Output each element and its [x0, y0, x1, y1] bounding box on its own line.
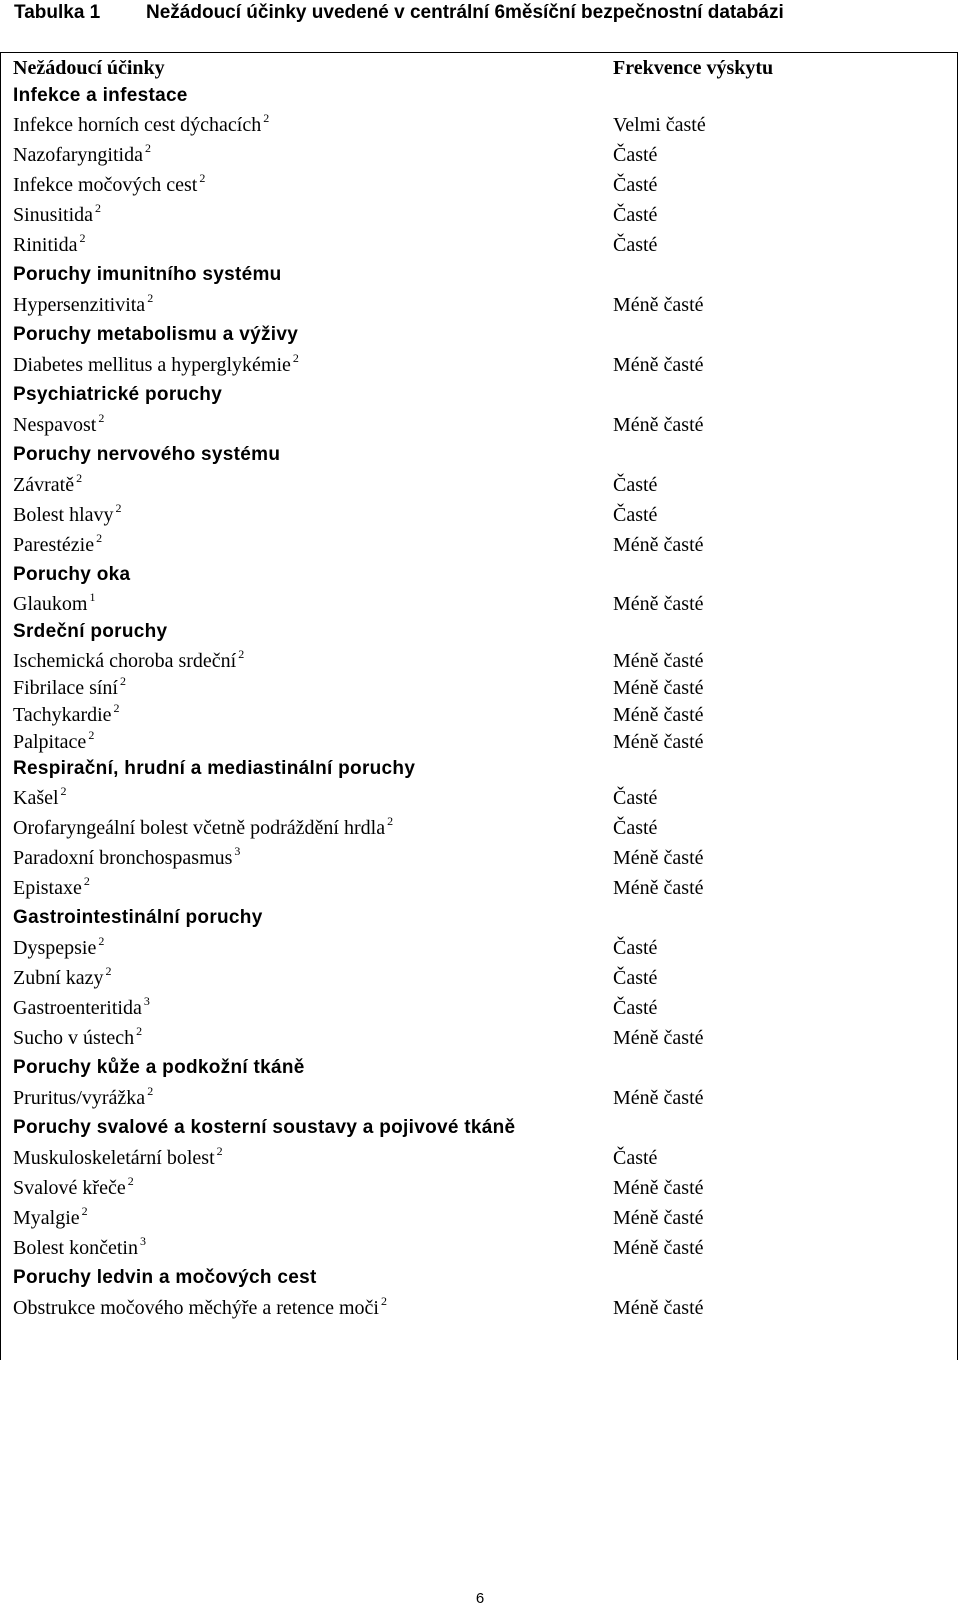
- frequency-value: Časté: [613, 967, 658, 989]
- frequency-value: Méně časté: [613, 877, 704, 899]
- cell-text: Paradoxní bronchospasmus: [13, 847, 233, 869]
- footnote-ref: 2: [144, 141, 151, 155]
- adverse-effect-name: [13, 1173, 134, 1203]
- adverse-effect-name: [13, 646, 244, 676]
- cell-text: Závratě: [13, 474, 75, 496]
- cell-text: Rinitida: [13, 234, 78, 256]
- footnote-ref: 3: [143, 994, 150, 1008]
- frequency-value: Méně časté: [613, 1297, 704, 1319]
- organ-class-row: [1, 903, 957, 933]
- organ-class-name: [13, 1113, 515, 1143]
- organ-class-name: [13, 440, 280, 470]
- header-adverse-effects: Nežádoucí účinky: [13, 57, 165, 79]
- table-row: [1, 1203, 957, 1233]
- table-row: [1, 350, 957, 380]
- cell-text: Hypersenzitivita: [13, 294, 146, 316]
- table-row: [1, 530, 957, 560]
- footnote-ref: 2: [238, 647, 245, 661]
- table-row: [1, 140, 957, 170]
- adverse-effect-name: [13, 410, 104, 440]
- footnote-ref: 2: [88, 728, 95, 742]
- table-row: [1, 1173, 957, 1203]
- frequency-value: Méně časté: [613, 354, 704, 376]
- table-row: [1, 290, 957, 320]
- frequency-value: Méně časté: [613, 650, 704, 672]
- table-row: [1, 470, 957, 500]
- cell-text: Glaukom: [13, 593, 88, 615]
- cell-text: Dyspepsie: [13, 937, 97, 959]
- adverse-effect-name: [13, 1203, 88, 1233]
- adverse-effect-name: [13, 470, 82, 500]
- footnote-ref: 2: [95, 201, 102, 215]
- adverse-effect-name: [13, 589, 95, 619]
- cell-text: Kašel: [13, 787, 59, 809]
- frequency-value: Méně časté: [613, 1087, 704, 1109]
- table-row: [1, 589, 957, 619]
- adverse-effect-name: [13, 1293, 387, 1323]
- adverse-effect-name: [13, 843, 240, 873]
- adverse-effect-name: [13, 110, 269, 140]
- cell-text: Nazofaryngitida: [13, 144, 143, 166]
- cell-text: Palpitace: [13, 731, 87, 753]
- table-row: [1, 170, 957, 200]
- footnote-ref: 2: [76, 471, 83, 485]
- footnote-ref: 2: [119, 674, 126, 688]
- table-caption: [14, 0, 784, 26]
- cell-text: Diabetes mellitus a hyperglykémie: [13, 354, 291, 376]
- table-row: [1, 230, 957, 260]
- frequency-value: Méně časté: [613, 1027, 704, 1049]
- cell-text: Poruchy svalové a kosterní soustavy a pojivové tkáně: [13, 1117, 516, 1138]
- adverse-effect-name: [13, 230, 85, 260]
- table-row: [1, 500, 957, 530]
- footnote-ref: 3: [139, 1234, 146, 1248]
- adverse-effect-name: [13, 530, 102, 560]
- table-row: [1, 646, 957, 676]
- frequency-value: Méně časté: [613, 677, 704, 699]
- adverse-effect-name: [13, 873, 90, 903]
- organ-class-row: [1, 260, 957, 290]
- footnote-ref: 2: [387, 814, 394, 828]
- table-row: [1, 727, 957, 757]
- adverse-effect-name: [13, 290, 153, 320]
- organ-class-row: [1, 1263, 957, 1293]
- organ-class-row: [1, 560, 957, 590]
- cell-text: Bolest hlavy: [13, 504, 114, 526]
- cell-text: Parestézie: [13, 534, 95, 556]
- cell-text: Poruchy imunitního systému: [13, 264, 282, 285]
- footnote-ref: 2: [127, 1174, 134, 1188]
- table-row: [1, 1143, 957, 1173]
- footnote-ref: 2: [216, 1144, 223, 1158]
- frequency-value: Časté: [613, 787, 658, 809]
- cell-text: Poruchy metabolismu a výživy: [13, 324, 299, 345]
- footnote-ref: 2: [147, 291, 154, 305]
- organ-class-row: [1, 617, 957, 647]
- cell-text: Svalové křeče: [13, 1177, 126, 1199]
- cell-text: Nespavost: [13, 414, 97, 436]
- frequency-value: Méně časté: [613, 847, 704, 869]
- table-title: Nežádoucí účinky uvedené v centrální 6měsíční bezpečnostní databázi: [146, 2, 784, 23]
- cell-text: Srdeční poruchy: [13, 621, 168, 642]
- table-row: [1, 700, 957, 730]
- cell-text: Poruchy kůže a podkožní tkáně: [13, 1057, 305, 1078]
- organ-class-name: [13, 560, 130, 590]
- adverse-effect-name: [13, 813, 393, 843]
- adverse-effect-name: [13, 200, 101, 230]
- adverse-effect-name: [13, 963, 112, 993]
- organ-class-row: [1, 1113, 957, 1143]
- cell-text: Poruchy oka: [13, 564, 131, 585]
- frequency-value: Méně časté: [613, 534, 704, 556]
- cell-text: Orofaryngeální bolest včetně podráždění hrdla: [13, 817, 386, 839]
- cell-text: Tachykardie: [13, 704, 112, 726]
- organ-class-name: [13, 754, 415, 784]
- footnote-ref: 2: [380, 1294, 387, 1308]
- header-frequency: Frekvence výskytu: [613, 57, 774, 79]
- adverse-effect-name: [13, 993, 150, 1023]
- table-row: [1, 843, 957, 873]
- adverse-effect-name: [13, 673, 126, 703]
- adverse-effects-table: [0, 52, 958, 1360]
- cell-text: Myalgie: [13, 1207, 80, 1229]
- table-row: [1, 410, 957, 440]
- cell-text: Poruchy ledvin a močových cest: [13, 1267, 317, 1288]
- table-row: [1, 1293, 957, 1323]
- frequency-value: Méně časté: [613, 414, 704, 436]
- table-row: [1, 933, 957, 963]
- frequency-value: Časté: [613, 474, 658, 496]
- organ-class-name: [13, 320, 298, 350]
- table-row: [1, 200, 957, 230]
- adverse-effect-name: [13, 170, 205, 200]
- adverse-effect-name: [13, 1143, 223, 1173]
- frequency-value: Časté: [613, 174, 658, 196]
- frequency-value: Časté: [613, 504, 658, 526]
- cell-text: Pruritus/vyrážka: [13, 1087, 146, 1109]
- frequency-value: Časté: [613, 144, 658, 166]
- frequency-value: Časté: [613, 1147, 658, 1169]
- cell-text: Psychiatrické poruchy: [13, 384, 223, 405]
- footnote-ref: 2: [115, 501, 122, 515]
- table-row: [1, 110, 957, 140]
- cell-text: Infekce a infestace: [13, 85, 188, 106]
- adverse-effect-name: [13, 1083, 153, 1113]
- cell-text: Ischemická choroba srdeční: [13, 650, 237, 672]
- organ-class-name: [13, 260, 282, 290]
- table-row: [1, 783, 957, 813]
- footnote-ref: 1: [89, 590, 96, 604]
- footnote-ref: 2: [81, 1204, 88, 1218]
- page-number: 6: [475, 1590, 485, 1607]
- frequency-value: Časté: [613, 937, 658, 959]
- frequency-value: Méně časté: [613, 1177, 704, 1199]
- organ-class-row: [1, 440, 957, 470]
- footnote-ref: 2: [96, 531, 103, 545]
- frequency-value: Méně časté: [613, 704, 704, 726]
- table-row: [1, 963, 957, 993]
- frequency-value: Časté: [613, 234, 658, 256]
- footnote-ref: 2: [136, 1024, 143, 1038]
- adverse-effect-name: [13, 1233, 146, 1263]
- cell-text: Poruchy nervového systému: [13, 444, 281, 465]
- cell-text: Infekce horních cest dýchacích: [13, 114, 262, 136]
- footnote-ref: 2: [113, 701, 120, 715]
- cell-text: Gastroenteritida: [13, 997, 142, 1019]
- organ-class-name: [13, 617, 167, 647]
- adverse-effect-name: [13, 500, 122, 530]
- frequency-value: Méně časté: [613, 593, 704, 615]
- cell-text: Sucho v ústech: [13, 1027, 135, 1049]
- organ-class-name: [13, 380, 222, 410]
- cell-text: Epistaxe: [13, 877, 82, 899]
- footnote-ref: 2: [105, 964, 112, 978]
- organ-class-row: [1, 1053, 957, 1083]
- frequency-value: Časté: [613, 204, 658, 226]
- table-header-row: [1, 53, 957, 83]
- adverse-effect-name: [13, 933, 104, 963]
- table-number: Tabulka 1: [14, 2, 101, 23]
- adverse-effect-name: [13, 727, 94, 757]
- footnote-ref: 2: [83, 874, 90, 888]
- frequency-value: Časté: [613, 997, 658, 1019]
- cell-text: Bolest končetin: [13, 1237, 138, 1259]
- organ-class-row: [1, 320, 957, 350]
- table-row: [1, 813, 957, 843]
- adverse-effect-name: [13, 700, 120, 730]
- adverse-effect-name: [13, 350, 299, 380]
- organ-class-row: [1, 81, 957, 111]
- cell-text: Fibrilace síní: [13, 677, 118, 699]
- footnote-ref: 3: [234, 844, 241, 858]
- frequency-value: Velmi časté: [613, 114, 706, 136]
- cell-text: Zubní kazy: [13, 967, 104, 989]
- table-row: [1, 873, 957, 903]
- cell-text: Obstrukce močového měchýře a retence moči: [13, 1297, 379, 1319]
- table-row: [1, 993, 957, 1023]
- organ-class-name: [13, 81, 188, 111]
- cell-text: Respirační, hrudní a mediastinální poruchy: [13, 758, 416, 779]
- organ-class-name: [13, 903, 263, 933]
- frequency-value: Méně časté: [613, 731, 704, 753]
- frequency-value: Méně časté: [613, 1207, 704, 1229]
- table-row: [1, 673, 957, 703]
- footnote-ref: 2: [79, 231, 86, 245]
- adverse-effect-name: [13, 1023, 142, 1053]
- footnote-ref: 2: [199, 171, 206, 185]
- organ-class-row: [1, 380, 957, 410]
- table-row: [1, 1083, 957, 1113]
- frequency-value: Méně časté: [613, 294, 704, 316]
- frequency-value: Časté: [613, 817, 658, 839]
- footnote-ref: 2: [292, 351, 299, 365]
- cell-text: Infekce močových cest: [13, 174, 198, 196]
- footnote-ref: 2: [98, 411, 105, 425]
- table-row: [1, 1023, 957, 1053]
- adverse-effect-name: [13, 783, 67, 813]
- organ-class-name: [13, 1263, 317, 1293]
- organ-class-row: [1, 754, 957, 784]
- frequency-value: Méně časté: [613, 1237, 704, 1259]
- cell-text: Gastrointestinální poruchy: [13, 907, 263, 928]
- footnote-ref: 2: [263, 111, 270, 125]
- footnote-ref: 2: [147, 1084, 154, 1098]
- table-row: [1, 1233, 957, 1263]
- footnote-ref: 2: [60, 784, 67, 798]
- cell-text: Sinusitida: [13, 204, 94, 226]
- organ-class-name: [13, 1053, 305, 1083]
- cell-text: Muskuloskeletární bolest: [13, 1147, 215, 1169]
- footnote-ref: 2: [98, 934, 105, 948]
- adverse-effect-name: [13, 140, 151, 170]
